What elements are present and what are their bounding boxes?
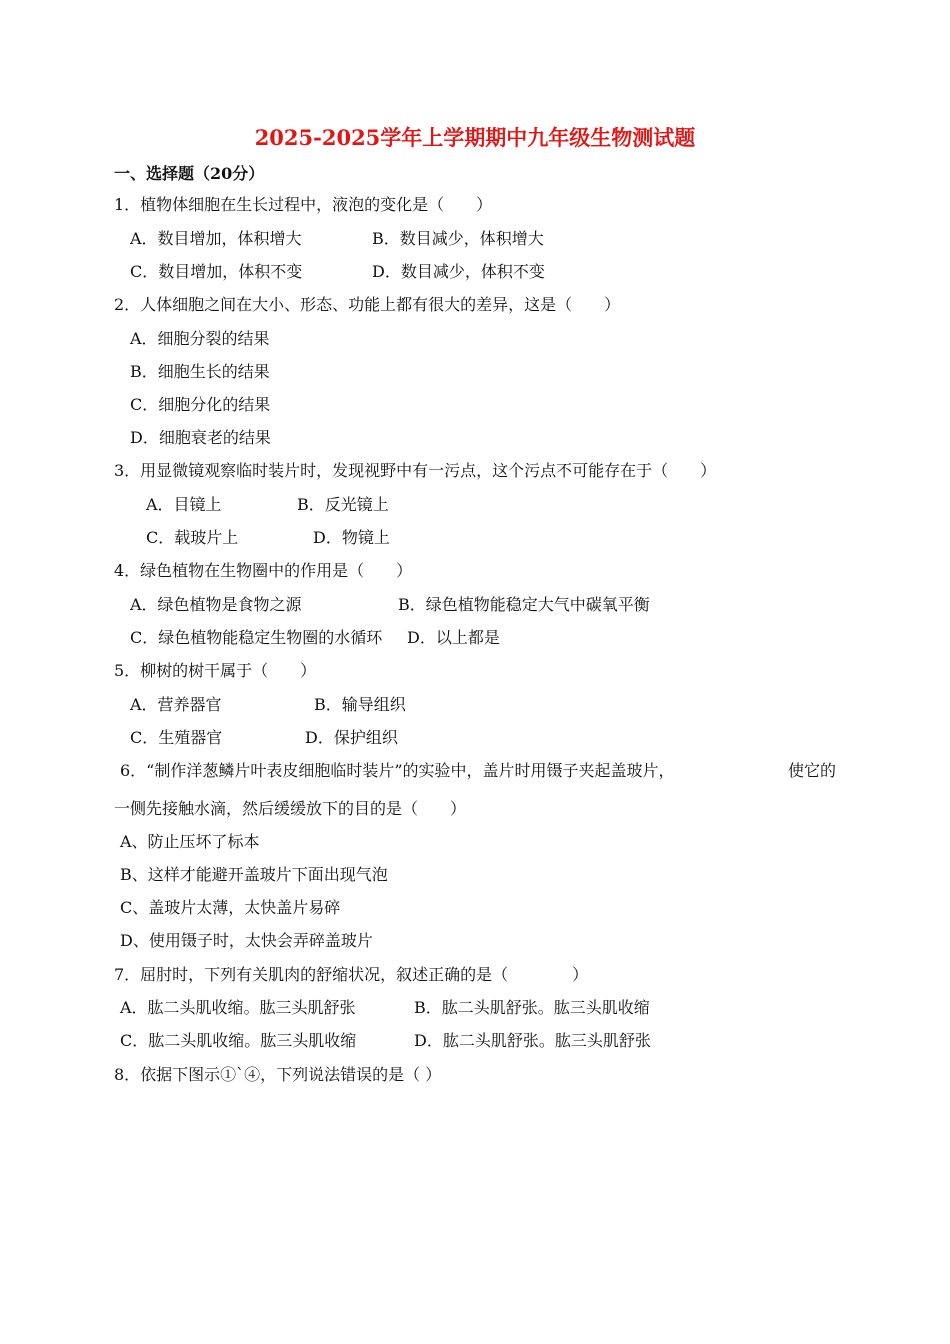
question-6-option-d: D、使用镊子时，太快会弄碎盖玻片 [120,931,373,950]
question-2-option-c: C．细胞分化的结果 [130,395,271,414]
question-2-option-a: A．细胞分裂的结果 [130,329,270,348]
question-4-option-b: B．绿色植物能稳定大气中碳氧平衡 [398,595,650,614]
question-7-option-d: D．肱二头肌舒张。肱三头肌舒张 [414,1031,651,1050]
question-2-stem: 2．人体细胞之间在大小、形态、功能上都有很大的差异，这是（ ） [114,295,621,314]
question-1-option-c: C．数目增加，体积不变 [130,262,303,281]
question-3-option-d: D．物镜上 [313,528,390,547]
question-7-option-c: C．肱二头肌收缩。肱三头肌收缩 [120,1031,357,1050]
question-4-option-a: A．绿色植物是食物之源 [130,595,302,614]
question-5-stem: 5．柳树的树干属于（ ） [114,661,317,680]
question-5-option-a: A．营养器官 [130,695,222,714]
question-6-option-b: B、这样才能避开盖玻片下面出现气泡 [120,865,388,884]
question-6-option-a: A、防止压坏了标本 [120,832,260,851]
question-4-option-d: D．以上都是 [407,628,500,647]
question-5-option-b: B．输导组织 [314,695,406,714]
question-8-stem: 8．依据下图示①`④，下列说法错误的是（ ） [114,1065,442,1084]
question-6-stem-line1-end: 使它的 [788,761,837,780]
question-6-option-c: C、盖玻片太薄，太快盖片易碎 [120,898,341,917]
question-3-option-a: A．目镜上 [146,495,222,514]
question-4-stem: 4．绿色植物在生物圈中的作用是（ ） [114,561,413,580]
question-7-stem: 7．屈肘时，下列有关肌肉的舒缩状况，叙述正确的是（ ） [114,965,589,984]
question-5-option-c: C．生殖器官 [130,728,223,747]
question-3-option-b: B．反光镜上 [297,495,389,514]
question-2-option-b: B．细胞生长的结果 [130,362,270,381]
question-3-stem: 3．用显微镜观察临时装片时，发现视野中有一污点，这个污点不可能存在于（ ） [114,461,717,480]
question-3-option-c: C．载玻片上 [146,528,239,547]
question-1-option-b: B．数目减少，体积增大 [372,229,544,248]
question-6-stem-line1: 6．“制作洋葱鳞片叶表皮细胞临时装片”的实验中，盖片时用镊子夹起盖玻片， [120,761,675,780]
question-4-option-c: C．绿色植物能稳定生物圈的水循环 [130,628,383,647]
question-6-stem-line2: 一侧先接触水滴，然后缓缓放下的目的是（ ） [114,799,467,818]
question-7-option-b: B．肱二头肌舒张。肱三头肌收缩 [414,998,650,1017]
question-7-option-a: A．肱二头肌收缩。肱三头肌舒张 [120,998,356,1017]
page-title: 2025-2025学年上学期期中九年级生物测试题 [254,125,696,150]
question-1-stem: 1．植物体细胞在生长过程中，液泡的变化是（ ） [114,195,493,214]
question-1-option-d: D．数目减少，体积不变 [372,262,545,281]
section-heading: 一、选择题（20分） [114,164,265,183]
question-2-option-d: D．细胞衰老的结果 [130,428,271,447]
question-5-option-d: D．保护组织 [305,728,398,747]
question-1-option-a: A．数目增加，体积增大 [130,229,302,248]
